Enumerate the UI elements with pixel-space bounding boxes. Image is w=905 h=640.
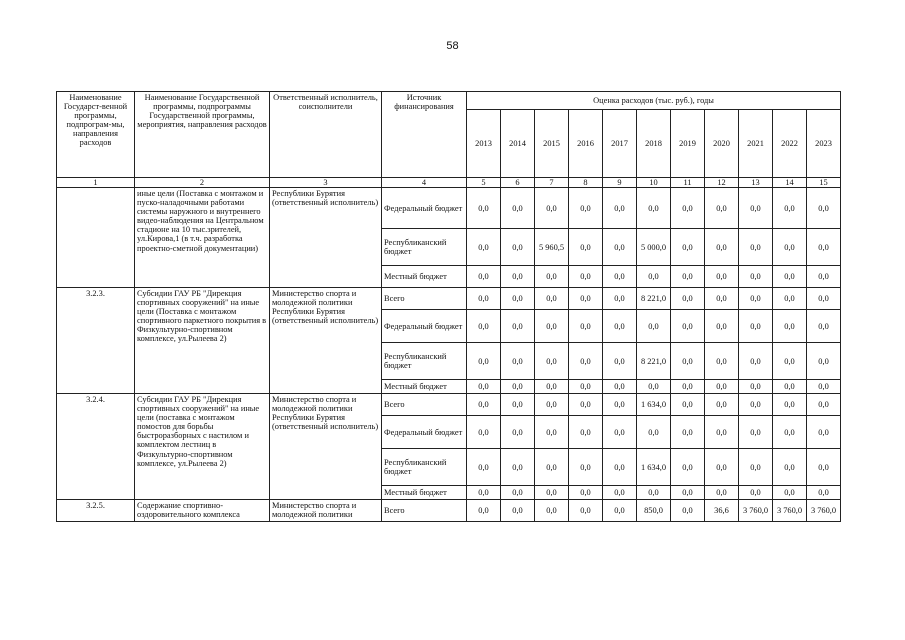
expense-value: 0,0 (705, 310, 739, 343)
expense-value: 0,0 (569, 266, 603, 288)
expense-value: 0,0 (603, 394, 637, 416)
expense-value: 0,0 (467, 449, 501, 486)
expense-value: 0,0 (773, 380, 807, 394)
expense-value: 0,0 (807, 380, 841, 394)
column-number: 1 (57, 178, 135, 188)
column-number: 11 (671, 178, 705, 188)
column-number: 12 (705, 178, 739, 188)
expense-value: 0,0 (467, 394, 501, 416)
expense-value: 0,0 (671, 266, 705, 288)
expense-value: 0,0 (637, 486, 671, 500)
expense-value: 0,0 (773, 394, 807, 416)
expense-value: 0,0 (569, 188, 603, 229)
expense-value: 0,0 (501, 486, 535, 500)
column-number: 4 (382, 178, 467, 188)
column-number: 9 (603, 178, 637, 188)
year-header: 2016 (569, 110, 603, 178)
expense-value: 0,0 (739, 449, 773, 486)
expense-value: 0,0 (569, 500, 603, 522)
expense-value: 0,0 (501, 416, 535, 449)
expense-value: 0,0 (501, 266, 535, 288)
expense-value: 0,0 (603, 310, 637, 343)
expense-value: 0,0 (671, 188, 705, 229)
expense-value: 1 634,0 (637, 449, 671, 486)
expense-value: 0,0 (535, 380, 569, 394)
expense-value: 0,0 (807, 188, 841, 229)
expense-value: 0,0 (739, 416, 773, 449)
expense-value: 0,0 (501, 310, 535, 343)
expense-value: 0,0 (501, 449, 535, 486)
funding-source: Республиканский бюджет (382, 449, 467, 486)
funding-source: Всего (382, 500, 467, 522)
expense-value: 0,0 (807, 343, 841, 380)
expense-value: 0,0 (807, 486, 841, 500)
measure-code: 3.2.3. (57, 288, 135, 394)
measure-code: 3.2.4. (57, 394, 135, 500)
column-number: 10 (637, 178, 671, 188)
measure-code: 3.2.5. (57, 500, 135, 522)
expense-value: 0,0 (569, 486, 603, 500)
funding-source: Федеральный бюджет (382, 188, 467, 229)
responsible-executor: Министерство спорта и молодежной политики Республики Бурятия (ответственный исполнитель) (270, 288, 382, 394)
page-number: 58 (446, 40, 459, 52)
expense-value: 0,0 (773, 343, 807, 380)
expense-value: 0,0 (773, 188, 807, 229)
expense-value: 0,0 (773, 486, 807, 500)
year-header: 2023 (807, 110, 841, 178)
expense-value: 0,0 (807, 449, 841, 486)
header-event-name: Наименование Государственной программы, подпрограммы Государственной программы, мероприятия, направления расходов (135, 92, 270, 178)
expense-value: 0,0 (807, 229, 841, 266)
expense-value: 0,0 (637, 310, 671, 343)
expense-value: 0,0 (467, 188, 501, 229)
measure-name: Субсидии ГАУ РБ "Дирекция спортивных сооружений" на иные цели (Поставка с монтажом спортивного паркетного покрытия в Физкультурно-спортивном комплексе, ул.Рылеева 2) (135, 288, 270, 394)
expense-value: 0,0 (467, 266, 501, 288)
expense-value: 0,0 (739, 310, 773, 343)
funding-source: Местный бюджет (382, 486, 467, 500)
expense-value: 0,0 (569, 310, 603, 343)
expense-value: 0,0 (603, 500, 637, 522)
expense-value: 0,0 (603, 416, 637, 449)
expense-value: 0,0 (637, 416, 671, 449)
table-row (57, 288, 841, 310)
expense-value: 0,0 (501, 380, 535, 394)
expense-value: 0,0 (807, 288, 841, 310)
expense-value: 0,0 (705, 343, 739, 380)
measure-name: иные цели (Поставка с монтажом и пуско-наладочными работами системы наружного и внутреннего видео-наблюдения на Центральном стадионе на 10 тыс.зрителей, ул.Кирова,1 (в т.ч. разработка проектно-сметной документации) (135, 188, 270, 288)
column-number: 13 (739, 178, 773, 188)
expense-value: 0,0 (705, 486, 739, 500)
expense-value: 0,0 (671, 416, 705, 449)
measure-code (57, 188, 135, 288)
funding-source: Федеральный бюджет (382, 310, 467, 343)
expense-value: 0,0 (535, 343, 569, 380)
header-funding-source: Источник финансирования (382, 92, 467, 178)
expense-value: 0,0 (467, 380, 501, 394)
expense-value: 0,0 (569, 416, 603, 449)
table-row (57, 394, 841, 416)
expense-value: 0,0 (467, 343, 501, 380)
expense-value: 3 760,0 (807, 500, 841, 522)
expense-value: 0,0 (603, 449, 637, 486)
expense-value: 0,0 (603, 288, 637, 310)
budget-table (56, 91, 841, 522)
expense-value: 0,0 (807, 394, 841, 416)
expense-value: 0,0 (535, 310, 569, 343)
expense-value: 0,0 (501, 394, 535, 416)
measure-name: Содержание спортивно-оздоровительного комплекса (135, 500, 270, 522)
expense-value: 0,0 (705, 380, 739, 394)
column-number: 5 (467, 178, 501, 188)
expense-value: 0,0 (603, 343, 637, 380)
expense-value: 36,6 (705, 500, 739, 522)
expense-value: 0,0 (705, 229, 739, 266)
responsible-executor: Республики Бурятия (ответственный исполнитель) (270, 188, 382, 288)
funding-source: Республиканский бюджет (382, 343, 467, 380)
expense-value: 0,0 (739, 380, 773, 394)
expense-value: 5 960,5 (535, 229, 569, 266)
expense-value: 0,0 (773, 310, 807, 343)
year-header: 2015 (535, 110, 569, 178)
expense-value: 850,0 (637, 500, 671, 522)
expense-value: 0,0 (705, 416, 739, 449)
expense-value: 0,0 (603, 266, 637, 288)
year-header: 2013 (467, 110, 501, 178)
expense-value: 3 760,0 (739, 500, 773, 522)
expense-value: 0,0 (671, 380, 705, 394)
header-program-name: Наименование Государст-венной программы, подпрограм-мы, направления расходов (57, 92, 135, 178)
expense-value: 0,0 (671, 486, 705, 500)
expense-value: 0,0 (603, 188, 637, 229)
expense-value: 0,0 (773, 229, 807, 266)
year-header: 2014 (501, 110, 535, 178)
expense-value: 1 634,0 (637, 394, 671, 416)
expense-value: 0,0 (739, 188, 773, 229)
table-row (57, 500, 841, 522)
expense-value: 5 000,0 (637, 229, 671, 266)
expense-value: 0,0 (773, 266, 807, 288)
expense-value: 0,0 (535, 500, 569, 522)
expense-value: 0,0 (569, 380, 603, 394)
column-number: 3 (270, 178, 382, 188)
expense-value: 0,0 (739, 486, 773, 500)
expense-value: 0,0 (739, 229, 773, 266)
year-header: 2021 (739, 110, 773, 178)
expense-value: 0,0 (807, 266, 841, 288)
expense-value: 8 221,0 (637, 343, 671, 380)
header-executor: Ответственный исполнитель, соисполнители (270, 92, 382, 178)
table-row (57, 188, 841, 229)
expense-value: 0,0 (637, 266, 671, 288)
expense-value: 0,0 (739, 288, 773, 310)
expense-value: 0,0 (603, 486, 637, 500)
expense-value: 0,0 (535, 486, 569, 500)
expense-value: 0,0 (535, 394, 569, 416)
column-number: 7 (535, 178, 569, 188)
expense-value: 0,0 (773, 288, 807, 310)
expense-value: 0,0 (535, 188, 569, 229)
expense-value: 8 221,0 (637, 288, 671, 310)
expense-value: 0,0 (671, 394, 705, 416)
expense-value: 3 760,0 (773, 500, 807, 522)
header-expense-estimate: Оценка расходов (тыс. руб.), годы (467, 92, 841, 110)
funding-source: Республиканский бюджет (382, 229, 467, 266)
column-number: 8 (569, 178, 603, 188)
funding-source: Всего (382, 288, 467, 310)
expense-value: 0,0 (773, 449, 807, 486)
expense-value: 0,0 (739, 266, 773, 288)
expense-value: 0,0 (535, 449, 569, 486)
expense-value: 0,0 (535, 266, 569, 288)
expense-value: 0,0 (467, 500, 501, 522)
measure-name: Субсидии ГАУ РБ "Дирекция спортивных сооружений" на иные цели (поставка с монтажом помостов для борьбы быстроразборных с настилом и комплектом лестниц в Физкультурно-спортивном комплексе, ул.Рылеева 2) (135, 394, 270, 500)
expense-value: 0,0 (773, 416, 807, 449)
expense-value: 0,0 (671, 288, 705, 310)
expense-value: 0,0 (501, 288, 535, 310)
expense-value: 0,0 (739, 394, 773, 416)
column-number: 2 (135, 178, 270, 188)
expense-value: 0,0 (467, 288, 501, 310)
column-number: 15 (807, 178, 841, 188)
funding-source: Местный бюджет (382, 380, 467, 394)
expense-value: 0,0 (807, 310, 841, 343)
expense-value: 0,0 (569, 449, 603, 486)
expense-value: 0,0 (671, 310, 705, 343)
expense-value: 0,0 (467, 416, 501, 449)
expense-value: 0,0 (569, 229, 603, 266)
year-header: 2019 (671, 110, 705, 178)
year-header: 2018 (637, 110, 671, 178)
column-number: 14 (773, 178, 807, 188)
expense-value: 0,0 (705, 266, 739, 288)
funding-source: Всего (382, 394, 467, 416)
responsible-executor: Министерство спорта и молодежной политики (270, 500, 382, 522)
expense-value: 0,0 (671, 343, 705, 380)
year-header: 2022 (773, 110, 807, 178)
expense-value: 0,0 (637, 380, 671, 394)
expense-value: 0,0 (739, 343, 773, 380)
expense-value: 0,0 (705, 394, 739, 416)
expense-value: 0,0 (467, 229, 501, 266)
column-number: 6 (501, 178, 535, 188)
expense-value: 0,0 (671, 229, 705, 266)
expense-value: 0,0 (603, 380, 637, 394)
funding-source: Местный бюджет (382, 266, 467, 288)
expense-value: 0,0 (671, 500, 705, 522)
expense-value: 0,0 (637, 188, 671, 229)
expense-value: 0,0 (569, 288, 603, 310)
expense-value: 0,0 (705, 188, 739, 229)
expense-value: 0,0 (807, 416, 841, 449)
expense-value: 0,0 (501, 343, 535, 380)
expense-value: 0,0 (501, 229, 535, 266)
expense-value: 0,0 (569, 343, 603, 380)
expense-value: 0,0 (467, 486, 501, 500)
expense-value: 0,0 (535, 416, 569, 449)
expense-value: 0,0 (569, 394, 603, 416)
expense-value: 0,0 (705, 288, 739, 310)
responsible-executor: Министерство спорта и молодежной политики Республики Бурятия (ответственный исполнитель) (270, 394, 382, 500)
expense-value: 0,0 (705, 449, 739, 486)
expense-value: 0,0 (671, 449, 705, 486)
year-header: 2017 (603, 110, 637, 178)
expense-value: 0,0 (501, 188, 535, 229)
expense-value: 0,0 (603, 229, 637, 266)
funding-source: Федеральный бюджет (382, 416, 467, 449)
year-header: 2020 (705, 110, 739, 178)
expense-value: 0,0 (467, 310, 501, 343)
expense-value: 0,0 (535, 288, 569, 310)
expense-value: 0,0 (501, 500, 535, 522)
